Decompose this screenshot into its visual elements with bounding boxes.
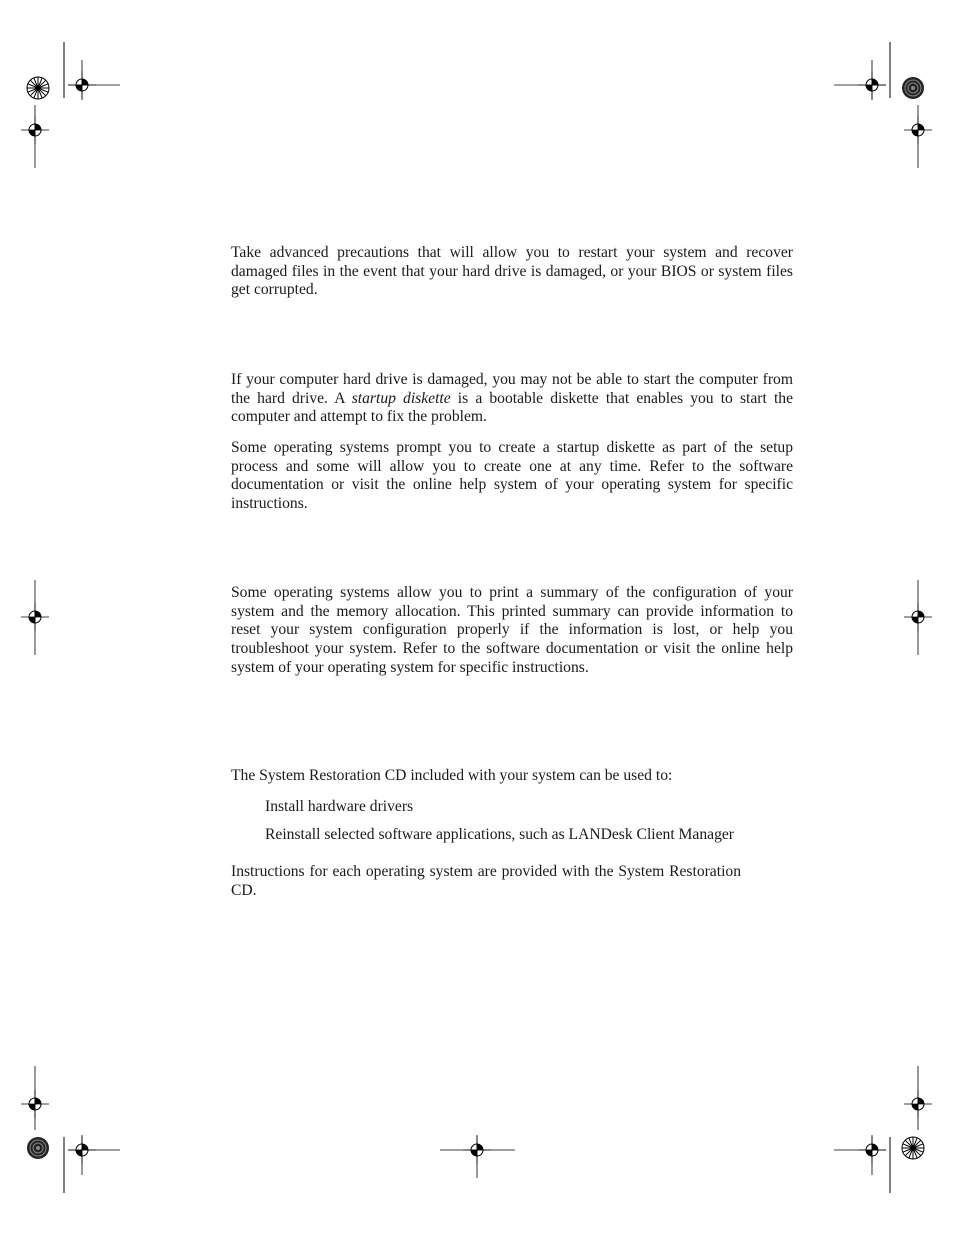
startup-diskette-paragraph xyxy=(231,371,793,427)
startup-diskette-text-before: If your computer hard drive is damaged, you may not be able to start the computer from the hard drive. A xyxy=(231,371,793,407)
startup-diskette-term: startup diskette xyxy=(351,389,451,407)
restoration-cd-closing: Instructions for each operating system are provided with the System Restoration CD. xyxy=(231,863,741,899)
restoration-cd-intro: The System Restoration CD included with your system can be used to: xyxy=(231,767,673,784)
create-diskette-paragraph: Some operating systems prompt you to create a startup diskette as part of the setup process and some will allow you to create one at any time. Refer to the software documentation or visit the online help system of your operating system for specific instructions. xyxy=(231,439,793,513)
intro-paragraph: Take advanced precautions that will allow you to restart your system and recover damaged files in the event that your hard drive is damaged, or your BIOS or system files get corrupted. xyxy=(231,244,793,299)
list-item: Install hardware drivers xyxy=(265,798,414,815)
print-summary-paragraph: Some operating systems allow you to print a summary of the configuration of your system and the memory allocation. This printed summary can provide information to reset your system configuration properly if the information is lost, or help you troubleshoot your system. Refer to the software documentation or visit the online help system of your operating system for specific instructions. xyxy=(231,584,793,676)
list-item: Reinstall selected software applications, such as LANDesk Client Manager xyxy=(265,826,734,843)
startup-diskette-text-after: is a bootable diskette that enables you to start the computer and attempt to fix the problem. xyxy=(231,389,793,426)
